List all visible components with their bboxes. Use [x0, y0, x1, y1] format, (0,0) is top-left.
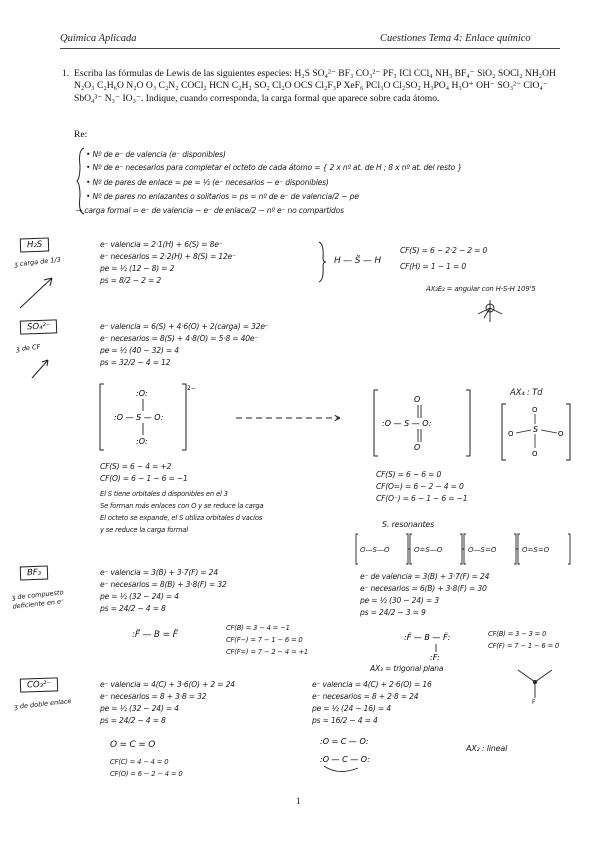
svg-text:O: O	[532, 406, 538, 414]
so4-arrow-to-expanded	[236, 414, 346, 422]
so4-line-3: pe = ½ (40 − 32) = 4	[100, 346, 179, 355]
so4-geometry: AX₄ : Td	[510, 388, 543, 398]
co3-cf-o: CF(O) = 6 − 2 − 4 = 0	[110, 770, 183, 778]
side-note-so4: ʒ de CF	[15, 342, 41, 354]
bf3-trigonal-sketch	[510, 664, 560, 704]
svg-text::O = C — O:: :O = C — O:	[320, 737, 369, 746]
so4-resonance-structures	[356, 532, 576, 566]
svg-text::O — S — O:: :O — S — O:	[114, 413, 164, 422]
rule-1: • Nº de e⁻ de valencia (e⁻ disponibles)	[86, 150, 226, 159]
co3-lewis-structure: O = C = O	[110, 740, 156, 750]
svg-text::O — S — O:: :O — S — O:	[382, 419, 432, 428]
svg-text::F̈ — B — F̈:: :F̈ — B — F̈:	[404, 633, 451, 642]
bf3-right-line-3: pe = ½ (30 − 24) = 3	[360, 596, 439, 605]
so4-cf-o-single: CF(O⁻) = 6 − 1 − 6 = −1	[376, 494, 468, 503]
so4-resonance-label: S. resonantes	[382, 520, 435, 529]
co3-line-3: pe = ½ (32 − 24) = 4	[100, 704, 179, 713]
co3-right-line-3: pe = ½ (24 − 16) = 4	[312, 704, 391, 713]
svg-text:O=S=O: O=S=O	[522, 546, 550, 554]
so4-line-2: e⁻ necesarios = 8(S) + 4·8(O) = 5·8 = 40e⁻	[100, 334, 259, 343]
co3-right-line-2: e⁻ necesarios = 8 + 2·8 = 24	[312, 692, 419, 701]
so4-cf-s-expanded: CF(S) = 6 − 6 = 0	[376, 470, 442, 479]
h2s-charge-s: CF(S) = 6 − 2·2 − 2 = 0	[400, 246, 488, 255]
svg-text::O — C — O:: :O — C — O:	[320, 755, 370, 764]
bf3-cf-f-single: CF(F−) = 7 − 1 − 6 = 0	[226, 636, 303, 644]
svg-text:O—S—O: O—S—O	[360, 546, 390, 554]
co3-line-1: e⁻ valencia = 4(C) + 3·6(O) + 2 = 24	[100, 680, 235, 689]
bf3-lewis-right	[402, 624, 472, 664]
svg-text:O: O	[508, 430, 514, 438]
h2s-line-3: pe = ½ (12 − 8) = 2	[100, 264, 175, 273]
svg-text:O—S=O: O—S=O	[468, 546, 497, 554]
h2s-line-1: e⁻ valencia = 2·1(H) + 6(S) = 8e⁻	[100, 240, 223, 249]
bf3-right-line-2: e⁻ necesarios = 6(B) + 3·8(F) = 30	[360, 584, 487, 593]
species-box-so4: SO₄²⁻	[20, 319, 58, 334]
so4-note-1: El S tiene orbitales d disponibles en el 3	[100, 490, 228, 498]
so4-line-4: ps = 32/2 − 4 = 12	[100, 358, 171, 367]
rule-2: • Nº de e⁻ necesarios para completar el octeto de cada átomo = { 2 x nº at. de H ; 8 x nº at. del resto }	[86, 163, 462, 172]
rule-4: • Nº de pares no enlazantes o solitarios = ps = nº de e⁻ de valencia/2 − pe	[86, 192, 359, 201]
header-rule	[60, 48, 560, 49]
bf3-right-line-4: ps = 24/2 − 3 = 9	[360, 608, 426, 617]
arrow-h2s	[18, 272, 58, 312]
co3-line-4: ps = 24/2 − 4 = 8	[100, 716, 166, 725]
species-box-bf3: BF₃	[20, 566, 49, 581]
question-text: Escriba las fórmulas de Lewis de las siguientes especies: H₂S SO₄²⁻ BF₃ CO₃²⁻ PF₃ ICl CCl₄ NH₃ BF₄⁻ SiO₂ SOCl₂ NH₂OH N₂O₃ C₂H₆O N₂O O₃ C₂N₂ COCl₂ HCN C₂H₂ SO₂ Cl₂O OCS Cl₂F₃P XeF₆ PCl₃O Cl₂SO₂ H₃PO₄ H₃O⁺ OH⁻ SO₃²⁻ ClO₄⁻ SbO₄³⁻ N₃⁻ IO₃⁻. Indique, cuando corresponda, la carga formal que aparece sobre cada átomo.	[74, 68, 556, 104]
bf3-right-cf-b: CF(B) = 3 − 3 = 0	[488, 630, 547, 638]
svg-text:O=S—O: O=S—O	[414, 546, 443, 554]
so4-note-3: El octeto se expande, el S utiliza orbitales d vacíos	[100, 514, 263, 522]
co3-line-2: e⁻ necesarios = 8 + 3·8 = 32	[100, 692, 207, 701]
svg-text:O: O	[414, 395, 421, 404]
so4-lewis-left	[98, 382, 196, 452]
svg-text:F: F	[532, 699, 536, 706]
so4-tetrahedral-sketch	[500, 402, 572, 462]
svg-text::O:: :O:	[136, 437, 148, 446]
bf3-lewis-structure: :F̈ — B = F̈	[132, 630, 178, 640]
svg-text:O: O	[414, 443, 421, 452]
arrow-so4	[30, 356, 54, 380]
svg-text:O: O	[532, 450, 538, 458]
co3-right-line-4: ps = 16/2 − 4 = 4	[312, 716, 378, 725]
side-note-co3: ʒ de doble enlace	[13, 697, 72, 711]
answer-label: Re:	[74, 129, 88, 140]
h2s-geometry: AX₂E₂ = angular con H-S-H 109'5	[426, 285, 536, 293]
side-note-bf3: ʒ de compuesto deficiente en e⁻	[11, 588, 65, 611]
bf3-line-1: e⁻ valencia = 3(B) + 3·7(F) = 24	[100, 568, 218, 577]
h2s-charge-h: CF(H) = 1 − 1 = 0	[400, 262, 466, 271]
bf3-right-line-1: e⁻ de valencia = 3(B) + 3·7(F) = 24	[360, 572, 490, 581]
rule-5: → carga formal = e⁻ de valencia − e⁻ de enlace/2 − nº e⁻ no compartidos	[76, 206, 344, 215]
co3-geometry: AX₂ : lineal	[466, 744, 508, 753]
bf3-cf-b: CF(B) = 3 − 4 = −1	[226, 624, 290, 632]
bf3-right-cf-f: CF(F) = 7 − 1 − 6 = 0	[488, 642, 560, 650]
header-left: Química Aplicada	[60, 33, 137, 44]
h2s-3d-sketch	[470, 298, 510, 324]
svg-text:O: O	[558, 430, 564, 438]
bf3-line-3: pe = ½ (32 − 24) = 4	[100, 592, 179, 601]
svg-text:S: S	[533, 425, 539, 434]
bf3-line-4: ps = 24/2 − 4 = 8	[100, 604, 166, 613]
so4-cf-o-double: CF(O=) = 6 − 2 − 4 = 0	[376, 482, 464, 491]
h2s-line-2: e⁻ necesarios = 2·2(H) + 8(S) = 12e⁻	[100, 252, 236, 261]
h2s-line-4: ps = 8/2 − 2 = 2	[100, 276, 162, 285]
h2s-lewis-structure: H — S̈ — H	[334, 256, 381, 266]
so4-note-4: y se reduce la carga formal	[100, 526, 188, 534]
h2s-brace	[318, 240, 326, 284]
co3-lewis-right	[318, 728, 388, 778]
side-note-h2s: ʒ carga de 1/3	[13, 255, 62, 269]
co3-right-line-1: e⁻ valencia = 4(C) + 2·6(O) = 16	[312, 680, 432, 689]
so4-lewis-expanded	[372, 388, 472, 458]
svg-text:2−: 2−	[187, 385, 196, 392]
co3-cf-c: CF(C) = 4 − 4 = 0	[110, 758, 169, 766]
species-box-h2s: H₂S	[20, 237, 50, 252]
rule-3: • Nº de pares de enlace = pe = ½ (e⁻ necesarios − e⁻ disponibles)	[86, 178, 329, 187]
question-number: 1.	[62, 68, 70, 79]
bf3-geometry: AX₃ = trigonal plana	[370, 664, 444, 673]
so4-cf-s: CF(S) = 6 − 4 = +2	[100, 462, 172, 471]
so4-cf-o: CF(O) = 6 − 1 − 6 = −1	[100, 474, 188, 483]
svg-text::F:: :F:	[430, 653, 440, 662]
so4-line-1: e⁻ valencia = 6(S) + 4·6(O) + 2(carga) = 32e⁻	[100, 322, 269, 331]
bf3-cf-f-double: CF(F=) = 7 − 2 − 4 = +1	[226, 648, 309, 656]
bf3-line-2: e⁻ necesarios = 8(B) + 3·8(F) = 32	[100, 580, 227, 589]
page-number: 1	[296, 796, 301, 806]
header-right: Cuestiones Tema 4: Enlace químico	[380, 33, 531, 44]
svg-text::O:: :O:	[136, 389, 148, 398]
so4-note-2: Se forman más enlaces con O y se reduce la carga	[100, 502, 264, 510]
species-box-co3: CO₃²⁻	[20, 677, 58, 692]
